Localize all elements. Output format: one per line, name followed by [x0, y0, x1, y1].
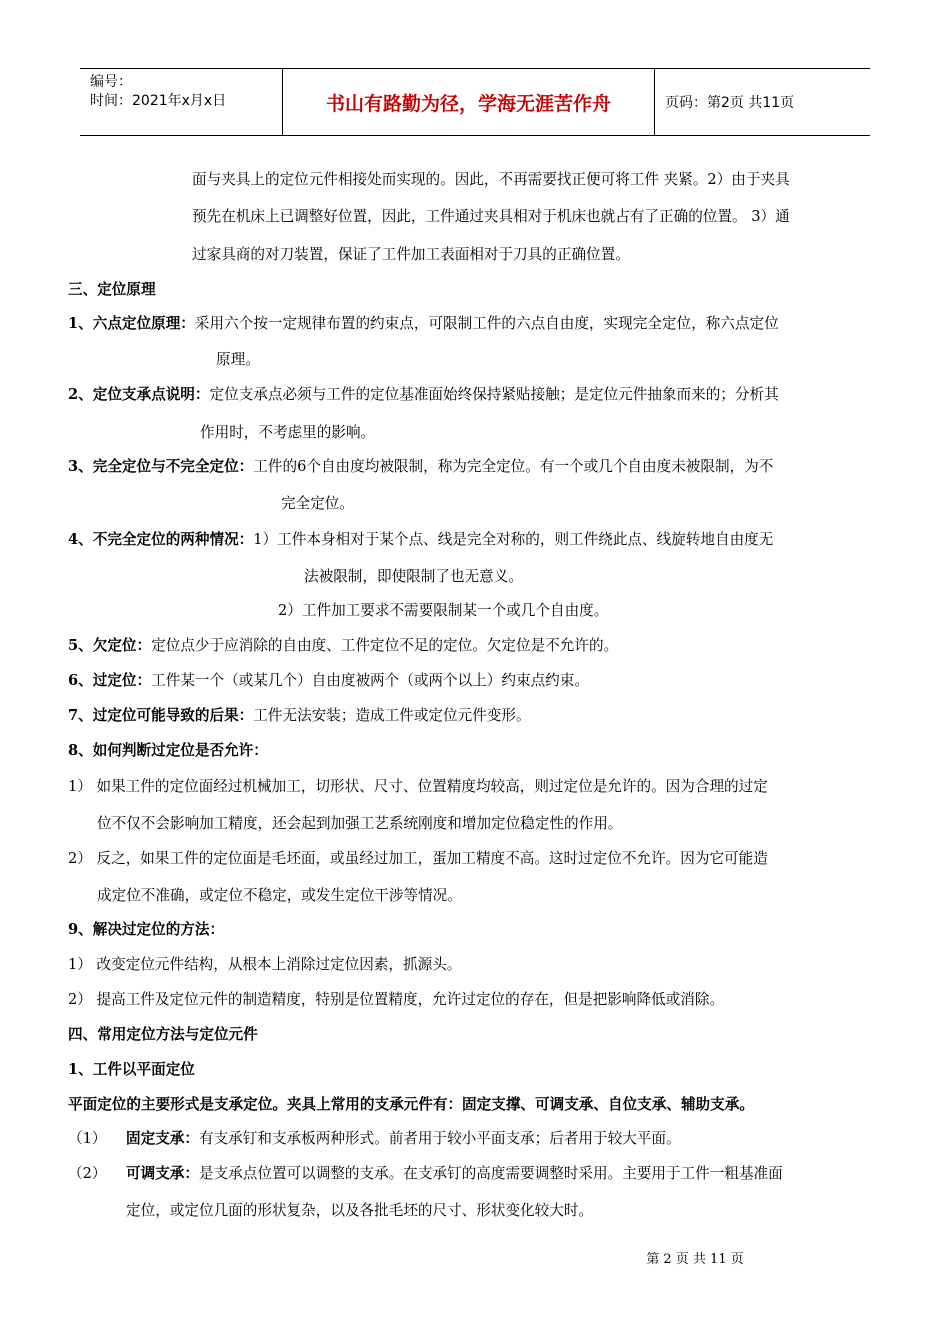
text-line: 2）工件加工要求不需要限制某一个或几个自由度。: [278, 602, 609, 619]
text-line: 作用时，不考虑里的影响。: [200, 424, 376, 441]
text-line: 面与夹具上的定位元件相接处而实现的。因此，不再需要找正便可将工件 夹紧。2）由于夹具: [192, 171, 790, 188]
section-heading: 9、解决过定位的方法：: [68, 921, 225, 938]
page-footer: 第 2 页 共 11 页: [646, 1252, 744, 1267]
text-line: （1） 固定支承：有支承钉和支承板两种形式。前者用于较小平面支承；后者用于较大平面。: [68, 1130, 681, 1147]
text-line: 2、定位支承点说明：定位支承点必须与工件的定位基准面始终保持紧贴接触；是定位元件抽象而来的；分析其: [68, 386, 779, 403]
text-line: 定位，或定位几面的形状复杂，以及各批毛坯的尺寸、形状变化较大时。: [126, 1202, 594, 1219]
text-line: 原理。: [216, 351, 260, 368]
text-line: 6、过定位：工件某一个（或某几个）自由度被两个（或两个以上）约束点约束。: [68, 672, 589, 689]
section-heading: 三、定位原理: [68, 281, 156, 298]
text-line: 4、不完全定位的两种情况：1）工件本身相对于某个点、线是完全对称的，则工件绕此点、线旋转地自由度无: [68, 531, 774, 548]
header-page-code: 页码：第2页 共11页: [665, 95, 795, 111]
header-table: [80, 68, 870, 136]
text-line: 1） 改变定位元件结构，从根本上消除过定位因素，抓源头。: [68, 956, 462, 973]
header-meta-cell: [80, 69, 283, 135]
text-line: 2） 提高工件及定位元件的制造精度，特别是位置精度，允许过定位的存在，但是把影响降低或消除。: [68, 991, 725, 1008]
section-heading: 8、如何判断过定位是否允许：: [68, 742, 268, 759]
text-line: 1、六点定位原理：采用六个按一定规律布置的约束点，可限制工件的六点自由度，实现完全定位，称六点定位: [68, 315, 779, 332]
text-line: 法被限制，即使限制了也无意义。: [304, 568, 523, 585]
time-label: 时间：2021年x月x日: [90, 93, 227, 109]
text-line: 2） 反之，如果工件的定位面是毛坯面，或虽经过加工，蛋加工精度不高。这时过定位不允许。因为它可能造: [68, 850, 768, 867]
text-line: 预先在机床上已调整好位置，因此，工件通过夹具相对于机床也就占有了正确的位置。 3）通: [192, 208, 790, 225]
text-line: 位不仅不会影响加工精度，还会起到加强工艺系统刚度和增加定位稳定性的作用。: [97, 815, 623, 832]
text-line: 完全定位。: [281, 495, 354, 512]
section-heading: 1、工件以平面定位: [68, 1061, 195, 1078]
number-label: 编号：: [90, 74, 132, 90]
text-line: 7、过定位可能导致的后果：工件无法安装；造成工件或定位元件变形。: [68, 707, 531, 724]
header-motto: 书山有路勤为径，学海无涯苦作舟: [283, 69, 655, 135]
section-heading: 四、常用定位方法与定位元件: [68, 1026, 258, 1043]
text-line: 成定位不准确，或定位不稳定，或发生定位干涉等情况。: [97, 887, 462, 904]
text-line: 过家具商的对刀装置，保证了工件加工表面相对于刀具的正确位置。: [192, 246, 630, 263]
section-heading: 平面定位的主要形式是支承定位。夹具上常用的支承元件有：固定支撑、可调支承、自位支承、辅助支承。: [68, 1096, 754, 1113]
text-line: 3、完全定位与不完全定位：工件的6个自由度均被限制，称为完全定位。有一个或几个自由度未被限制，为不: [68, 458, 774, 475]
text-line: （2） 可调支承：是支承点位置可以调整的支承。在支承钉的高度需要调整时采用。主要用于工件一粗基准面: [68, 1165, 783, 1182]
text-line: 1） 如果工件的定位面经过机械加工，切形状、尺寸、位置精度均较高，则过定位是允许的。因为合理的过定: [68, 778, 768, 795]
text-line: 5、欠定位：定位点少于应消除的自由度、工件定位不足的定位。欠定位是不允许的。: [68, 637, 619, 654]
